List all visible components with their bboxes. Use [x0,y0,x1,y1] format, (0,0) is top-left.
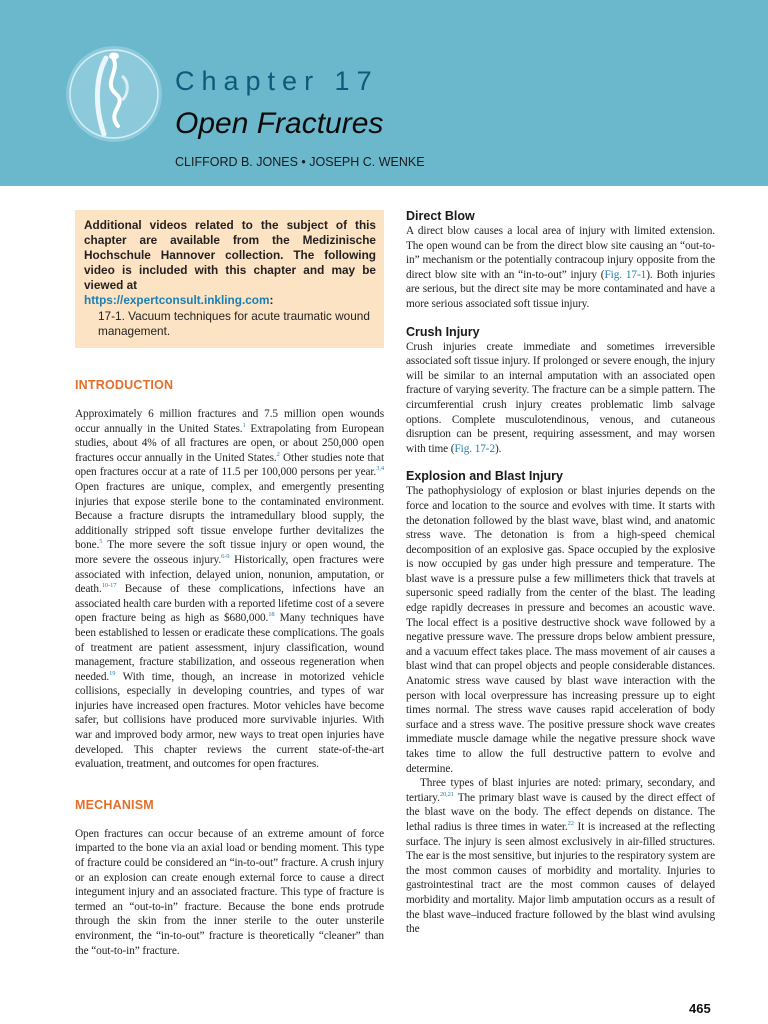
chapter-authors: CLIFFORD B. JONES • JOSEPH C. WENKE [175,155,425,169]
explosion-blast-heading: Explosion and Blast Injury [406,469,563,484]
mechanism-heading: MECHANISM [75,797,154,812]
reference-10-17[interactable]: 10-17 [101,582,117,590]
video-notice-box [75,210,384,348]
figure-17-2-link[interactable]: Fig. 17-2 [454,442,496,455]
reference-2[interactable]: 2 [276,451,280,459]
crush-injury-heading: Crush Injury [406,324,480,339]
video-list-item[interactable]: 17-1. Vacuum techniques for acute traumatic wound management. [98,309,370,338]
introduction-heading: INTRODUCTION [75,378,174,392]
expertconsult-link[interactable]: https://expertconsult.inkling.com [84,293,270,307]
reference-22[interactable]: 22 [567,820,574,828]
figure-17-1-link[interactable]: Fig. 17-1 [604,268,647,281]
reference-5[interactable]: 5 [99,538,103,546]
direct-blow-heading: Direct Blow [406,209,475,223]
link-colon: : [269,293,274,307]
right-column [406,209,715,937]
reference-18[interactable]: 18 [268,611,275,619]
crush-injury-paragraph: Crush injuries create immediate and sometimes irreversible associated soft tissue injury. If prolonged or severe enough, the injury will be similar to an internal amputation with an associated open fracture of varying severity. The fracture can be a simple pattern. The circumferential crush injury creates problematic limb salvage options. Complete musculotendinous, venous, and cutaneous disruption can be present, requiring assessment, and may worsen with time (Fig. 17-2). [406,340,715,455]
left-column [75,210,384,958]
reference-19[interactable]: 19 [109,669,116,677]
reference-20-21[interactable]: 20,21 [439,791,454,799]
page-number: 465 [689,1001,711,1016]
mechanism-paragraph: Open fractures can occur because of an extreme amount of force imparted to the bone via an axial load or bending moment. This type of fracture could be considered an “in-to-out” fracture. A crush injury or an explosion can create enough external force to cause a direct integument injury and an associated fracture. This type of fracture is termed an “out-to-in” fracture. Because the bone ends protrude through the skin from the inner sterile to the outer unsterile environment, the “in-to-out” fracture is theoretically “cleaner” than the “out-to-in” fracture. [75,827,384,957]
explosion-paragraph-2: Three types of blast injuries are noted: primary, secondary, and tertiary.$^{20,21}$ The primary blast wave is caused by the direct effect of the blast wave on the body. The effect depends on distance. The lethal radius is three times in water.$^{22}$ It is increased at the reflecting surface. The injury is seen almost exclusively in air-filled structures. The ear is the most sensitive, but injuries to the respiratory system are the most common causes of morbidity and mortality. Injuries to gastrointestinal tract are the most common causes of delayed morbidity and mortality. Major limb amputation occurs as a result of the blast wave–induced fracture followed by the blast wind avulsing the [406,777,715,936]
reference-3-4[interactable]: 3,4 [376,465,384,473]
staff-of-asclepius-icon [66,46,162,142]
chapter-title: Open Fractures [175,107,384,140]
chapter-header-band [0,0,768,186]
explosion-paragraph-1: The pathophysiology of explosion or blast injuries depends on the force and location to the source and evolves with time. It starts with the detonation followed by the blast wave, blast wind, and anatomic stress wave. The detonation is from a high-speed chemical decomposition of an explosive gas. Space occupied by the explosive is now occupied by gas under high pressure and temperature. The blast wave is a pressure pulse a few millimeters thick that travels at supersonic speed radially from the center of the blast. The leading edge rapidly decreases in pressure and becomes an acoustic wave. The local effect is a positive destructive shock wave followed by a negative pressure wave. The pressure drops below ambient pressure, and a vacuum effect takes place. The mass movement of air causes a blast wind that can propel objects and people considerable distances. Anatomic stress wave caused by blast wave interaction with the person with local overpressure has increasing pressure up to eight times normal. The stress wave causes rapid acceleration of body surface and a stress wave. The positive pressure shock wave creates immediate muscle damage while the negative pressure shock wave takes time to allow the full destructive pattern to evolve and determine. [406,485,715,775]
chapter-number: Chapter 17 [175,66,379,96]
direct-blow-paragraph: A direct blow causes a local area of injury with limited extension. The open wound can be from the direct blow site causing an “out-to-in” mechanism or the potentially contracoup injury opposite from the direct blow site with an “in-to-out” injury (Fig. 17-1). Both injuries are serious, but the direct site may be more contaminated and have a more serious associated soft tissue injury. [406,225,716,310]
video-notice-text: Additional videos related to the subject of this chapter are available from the Medizinische Hochschule Hannover collection. The following video is included with this chapter and may be viewed at https://expertconsult.inkling.com: [84,218,376,307]
introduction-paragraph: Approximately 6 million fractures and 7.5 million open wounds occur annually in the United States.$^1$ Extrapolating from European studies, about 4% of all fractures are open, or about 250,000 open fractures occur annually in the United States.$^2$ Other studies note that open fractures occur at a rate of 11.5 per 100,000 persons per year.$^{3,4}$ Open fractures are unique, complex, and emergently presenting injuries that expose sterile bone to the contaminated environment. Because a fracture disrupts the intramedullary blood supply, the additionally stripped soft tissue envelope further devitalizes the bone.$^5$ The more severe the soft tissue injury or open wound, the more severe the osseous injury.$^{6-9}$ Historically, open fractures were associated with infection, delayed union, nonunion, amputation, or death.$^{10-17}$ Because of these complications, infections have an associated health care burden with a reported lifetime cost of a severe open fracture being as high as $680,000.18 Many techniques have been established to lessen or eradicate these complications. The goals of treatment are patient assessment, injury classification, wound management, fracture stabilization, and osseous regeneration when needed.$^{19}$ With time, though, an increase in motorized vehicle collisions, especially in developing countries, and types of war injuries have increased open fractures. Motor vehicles have become safer, but collisions have produced more survivable injuries. With war and improved body armor, new ways to treat open injuries have developed. This chapter reviews the current state-of-the-art evaluation, treatment, and outcomes for open fractures. [75,408,384,771]
reference-1[interactable]: 1 [242,421,246,429]
reference-6-9[interactable]: 6-9 [221,553,230,561]
